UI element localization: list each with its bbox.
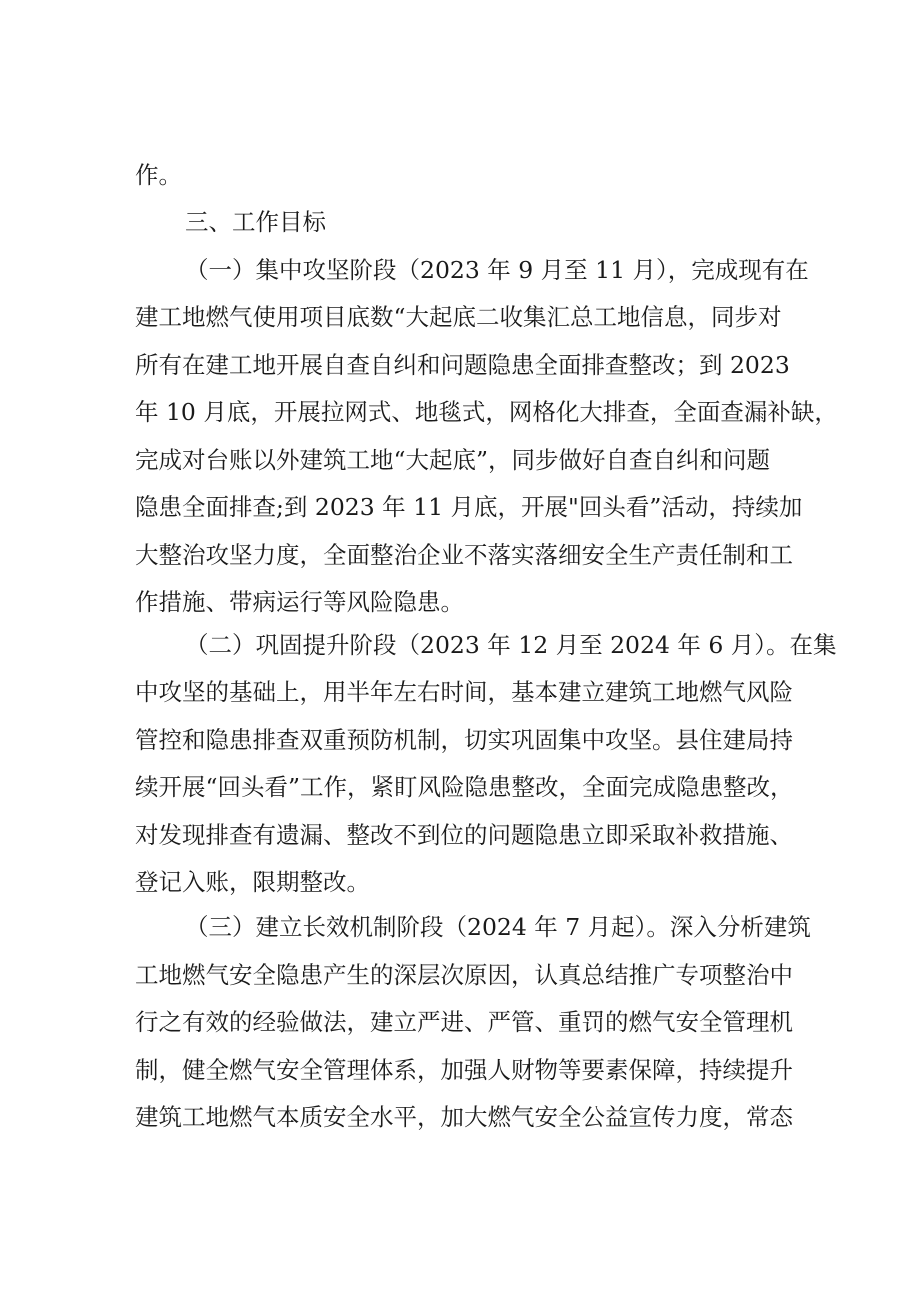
text-line-11: （二）巩固提升阶段（2023 年 12 月至 2024 年 6 月）。在集 [185, 631, 837, 659]
text-line-14: 续开展“回头看”工作，紧盯风险隐患整改，全面完成隐患整改， [135, 773, 794, 801]
text-line-13: 管控和隐患排查双重预防机制，切实巩固集中攻坚。县住建局持 [135, 726, 793, 754]
text-line-10: 作措施、带病运行等风险隐患。 [135, 588, 464, 616]
text-line-18: 工地燃气安全隐患产生的深层次原因，认真总结推广专项整治中 [135, 961, 793, 989]
text-line-21: 建筑工地燃气本质安全水平，加大燃气安全公益宣传力度，常态 [135, 1103, 793, 1131]
text-line-17: （三）建立长效机制阶段（2024 年 7 月起）。深入分析建筑 [185, 913, 811, 941]
section-heading: 三、工作目标 [185, 208, 326, 236]
text-line-3: （一）集中攻坚阶段（2023 年 9 月至 11 月），完成现有在 [185, 256, 809, 284]
text-line-6: 年 10 月底，开展拉网式、地毯式，网格化大排查，全面查漏补缺， [135, 398, 838, 426]
text-line-4: 建工地燃气使用项目底数“大起底二收集汇总工地信息，同步对 [135, 303, 782, 331]
text-line-1: 作。 [135, 161, 182, 189]
text-line-9: 大整治攻坚力度，全面整治企业不落实落细安全生产责任制和工 [135, 541, 793, 569]
text-line-15: 对发现排查有遗漏、整改不到位的问题隐患立即采取补救措施、 [135, 821, 793, 849]
text-line-7: 完成对台账以外建筑工地“大起底”，同步做好自查自纠和问题 [135, 446, 771, 474]
text-line-20: 制，健全燃气安全管理体系，加强人财物等要素保障，持续提升 [135, 1056, 793, 1084]
text-line-12: 中攻坚的基础上，用半年左右时间，基本建立建筑工地燃气风险 [135, 678, 793, 706]
text-line-19: 行之有效的经验做法，建立严进、严管、重罚的燃气安全管理机 [135, 1008, 793, 1036]
text-line-8: 隐患全面排查;到 2023 年 11 月底，开展"回头看”活动，持续加 [135, 493, 803, 521]
text-line-16: 登记入账，限期整改。 [135, 868, 370, 896]
text-line-5: 所有在建工地开展自查自纠和问题隐患全面排查整改；到 2023 [135, 351, 790, 379]
